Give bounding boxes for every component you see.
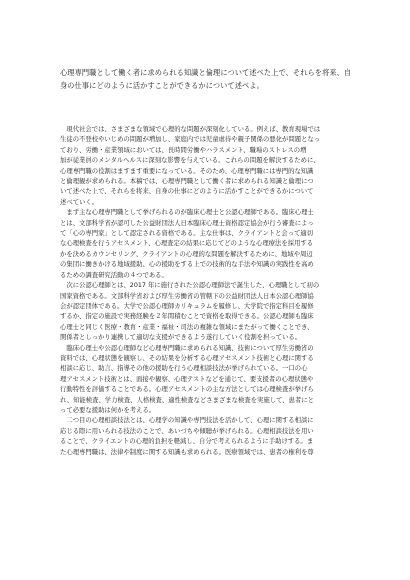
body-line: 加が従業員のメンタルヘルスに深刻な影響を与えている。これらの問題を解決するために、 (60, 157, 320, 165)
body-line: するか、指定の施設で実務経験を２年間積むことで資格を取得できる。公認心理師も臨床 (60, 313, 314, 321)
body-line: 関係者としっかり連携して適切な支援ができるよう遂行していく役割を担っている。 (60, 334, 302, 342)
body-line: 心理専門職の役割はますます重要になっている。そのため、心理専門職には専門的な知識 (60, 167, 314, 175)
body-line: 資料では、心理状態を観察し、その結果を分析する心理アセスメント技術と心理に関する (60, 354, 314, 362)
body-line: 生徒の不登校やいじめの問題が増加し、家庭内では児童虐待や親子関係の悪化が問題となっ (60, 136, 321, 144)
body-line: て「心の専門家」として認定される資格である。主な仕事は、クライアントと会って適切 (60, 230, 314, 238)
essay-prompt (60, 66, 360, 92)
body-line: 行動特性を評価することである。心理アセスメントの主な方法としては心理検査が挙げら (60, 386, 314, 394)
prompt-line: 心理専門職として働く者に求められる知識と倫理について述べた上で、それらを将来、自 (60, 68, 352, 77)
body-line: 次に公認心理師とは、2017 年に施行された公認心理師法で誕生した、心理職として初の (60, 282, 320, 290)
body-line: 臨床心理士や公認心理師など心理専門職に求められる知識、技術について厚生労働省の (60, 344, 314, 352)
body-line: いて述べた上で、それらを将来、自身の仕事にどのように活かすことができるかについて (60, 188, 314, 196)
body-line: まず主な心理専門職として挙げられるのが臨床心理士と公認心理師である。臨床心理士 (60, 209, 314, 217)
body-line: 理アセスメント技術とは、面接や観察、心理テストなどを通じて、要支援者の心理状態や (60, 375, 314, 383)
body-line: かを決めるカウンセリング、クライアントの心理的な問題を解決するために、地域や周辺 (60, 250, 313, 258)
body-line: 心理士と同じく医療・教育・産業・福祉・司法の複雑な領域にまたがって働くことでき、 (60, 323, 314, 331)
body-line: るための調査研究活動の４つである。 (60, 271, 168, 279)
body-line: 相談に応じ、助言、指導その他の援助を行う心理相談技法が挙げられている。一口の心 (60, 365, 308, 373)
body-line: た心理専門職は、法律や制度に関する知識も求められる。医療領域では、患者の権利を尊 (60, 448, 314, 456)
body-line: 述べていく。 (60, 198, 98, 206)
body-line: とは、文部科学省が認可した公益財団法人日本臨床心理士資格認定協会が行う審査によっ (60, 219, 314, 227)
body-line: 国家資格である。文部科学省および厚生労働省の管轄下の公益財団法人日本公認心理師協 (60, 292, 314, 300)
body-line: れ、知能検査、学力検査、人格検査、適性検査などさまざまな検査を実施して、患者にと (60, 396, 315, 404)
body-line: と倫理観が求められる。本稿では、心理専門職として働く者に求められる知識と倫理につ (60, 178, 314, 186)
essay-body (60, 125, 360, 458)
body-line: 現代社会では、さまざまな領域で心理的な問題が深刻化している。例えば、教育現場では (60, 126, 321, 133)
body-line: 二つ目の心理相談技法とは、心理学の知識や専門技法を活かして、心理に関する相談に (60, 417, 314, 425)
body-line: ており、労働・産業領域においては、長時間労働やハラスメント、職場のストレスの増 (60, 146, 307, 154)
body-line: 会が認定団体である。大学で公認心理師カリキュラムを履修し、大学院で指定科目を履修 (60, 302, 314, 310)
body-line: ることで、クライエントの心理的負担を軽減し、自分で考えられるように手助けする。ま (60, 438, 314, 446)
body-line: って必要な援助は何かを考える。 (60, 406, 156, 414)
body-line: の集団に働きかける地域援助、心の援助をする上での技術的な手法や知識の実践性を高め (60, 261, 314, 269)
body-line: 応じる際に用いられる技法のことで、あいづちや傾聴が挙げられる。心理相談技法を用い (60, 427, 314, 435)
body-line: な心理検査を行うアセスメント、心理査定の結果に応じてどのような心理療法を採用する (60, 240, 314, 248)
prompt-line: 身の仕事にどのように活かすことができるかについて述べよ。 (60, 81, 264, 90)
